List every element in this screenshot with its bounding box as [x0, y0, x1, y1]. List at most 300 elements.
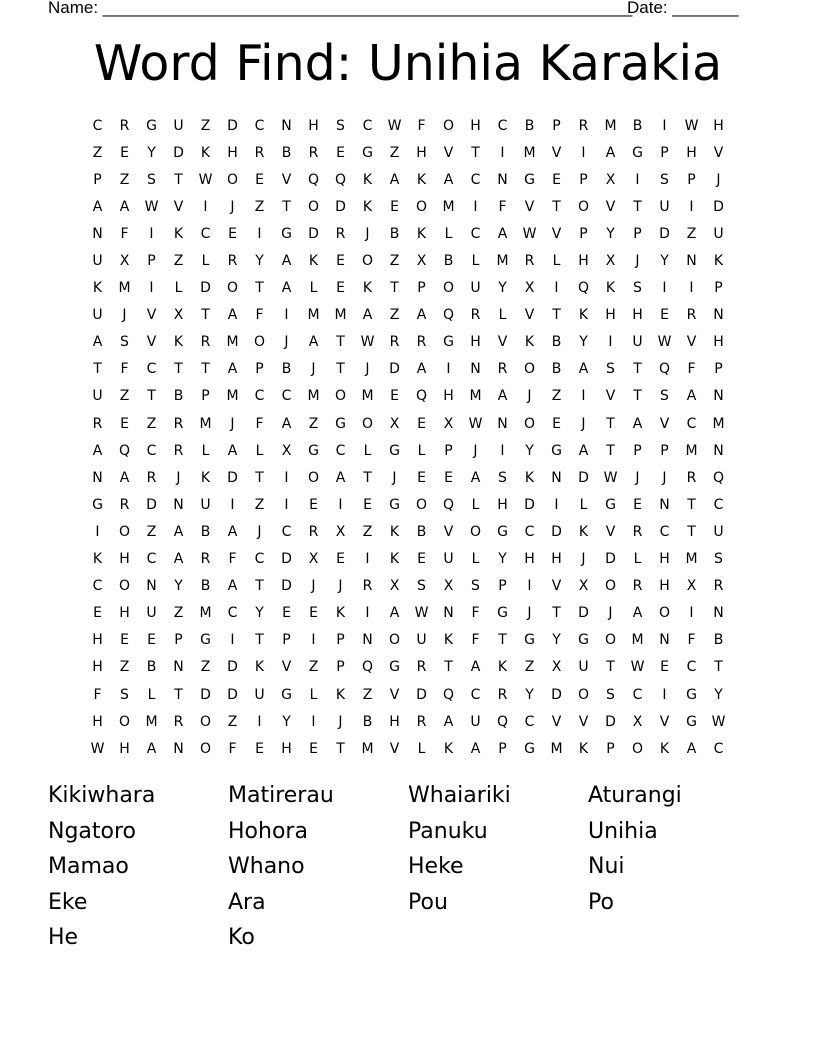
grid-letter: C	[146, 361, 157, 378]
grid-letter: N	[659, 496, 670, 513]
grid-letter: T	[633, 198, 642, 215]
grid-letter: Z	[308, 659, 319, 676]
grid-letter: R	[686, 469, 697, 486]
grid-letter: L	[471, 551, 480, 568]
grid-letter: H	[659, 578, 670, 595]
grid-letter: G	[524, 171, 535, 188]
grid-letter: J	[284, 334, 289, 351]
grid-letter: X	[389, 578, 400, 595]
grid-row	[84, 600, 732, 627]
grid-letter: E	[660, 659, 669, 676]
grid-letter: N	[362, 632, 373, 649]
grid-letter: R	[308, 523, 319, 540]
grid-letter: E	[309, 740, 318, 757]
grid-letter: I	[149, 225, 154, 242]
grid-letter: T	[552, 605, 561, 622]
grid-letter: R	[173, 713, 184, 730]
grid-letter: O	[469, 523, 482, 540]
grid-letter: Y	[525, 442, 534, 459]
grid-letter: M	[604, 117, 617, 134]
grid-letter: T	[606, 415, 615, 432]
grid-letter: L	[633, 551, 642, 568]
grid-letter: I	[284, 307, 289, 324]
grid-letter: T	[255, 469, 264, 486]
grid-letter: O	[415, 496, 428, 513]
grid-letter: A	[416, 307, 427, 324]
grid-letter: L	[579, 496, 588, 513]
word-list-item: Ngatoro	[48, 818, 137, 844]
grid-letter: E	[336, 280, 345, 297]
grid-letter: F	[471, 605, 480, 622]
grid-letter: C	[470, 225, 481, 242]
grid-letter: I	[365, 551, 370, 568]
grid-letter: L	[201, 253, 210, 270]
grid-letter: S	[147, 171, 156, 188]
grid-row	[84, 627, 732, 654]
grid-letter: C	[92, 578, 103, 595]
grid-letter: K	[578, 523, 589, 540]
grid-letter: R	[92, 415, 103, 432]
grid-letter: J	[311, 361, 316, 378]
grid-letter: S	[660, 171, 669, 188]
grid-letter: Z	[92, 144, 103, 161]
grid-letter: J	[338, 578, 343, 595]
grid-letter: H	[578, 253, 589, 270]
grid-letter: T	[471, 144, 480, 161]
grid-letter: R	[632, 578, 643, 595]
word-list-item: Ara	[228, 889, 266, 915]
grid-letter: L	[255, 442, 264, 459]
grid-letter: G	[443, 334, 454, 351]
grid-letter: H	[416, 144, 427, 161]
grid-letter: G	[605, 496, 616, 513]
grid-letter: H	[686, 144, 697, 161]
grid-letter: H	[308, 117, 319, 134]
grid-letter: V	[551, 144, 562, 161]
grid-letter: Z	[362, 686, 373, 703]
grid-letter: V	[686, 334, 697, 351]
grid-letter: R	[389, 334, 400, 351]
grid-letter: X	[524, 280, 535, 297]
grid-letter: M	[442, 198, 455, 215]
grid-letter: B	[389, 225, 400, 242]
grid-letter: D	[659, 225, 670, 242]
grid-letter: G	[200, 632, 211, 649]
grid-letter: E	[417, 551, 426, 568]
grid-letter: I	[95, 523, 100, 540]
grid-letter: D	[200, 280, 211, 297]
grid-letter: X	[443, 578, 454, 595]
grid-letter: T	[552, 198, 561, 215]
grid-letter: N	[470, 361, 481, 378]
grid-letter: T	[714, 659, 723, 676]
grid-letter: M	[550, 740, 563, 757]
grid-letter: T	[633, 388, 642, 405]
grid-letter: N	[713, 605, 724, 622]
grid-letter: P	[687, 171, 696, 188]
grid-letter: W	[414, 605, 429, 622]
grid-letter: X	[551, 659, 562, 676]
grid-letter: D	[227, 686, 238, 703]
grid-letter: H	[713, 117, 724, 134]
grid-letter: A	[146, 740, 157, 757]
grid-letter: O	[523, 361, 536, 378]
grid-letter: A	[632, 605, 643, 622]
grid-letter: L	[471, 496, 480, 513]
grid-letter: J	[581, 551, 586, 568]
grid-letter: M	[469, 388, 482, 405]
grid-letter: Q	[712, 469, 725, 486]
grid-letter: U	[470, 280, 481, 297]
grid-letter: V	[146, 334, 157, 351]
grid-letter: I	[311, 713, 316, 730]
grid-letter: J	[527, 605, 532, 622]
grid-letter: L	[417, 442, 426, 459]
grid-letter: Q	[658, 361, 671, 378]
grid-letter: A	[335, 469, 346, 486]
grid-letter: G	[362, 144, 373, 161]
grid-letter: A	[92, 334, 103, 351]
grid-letter: V	[281, 171, 292, 188]
grid-letter: G	[281, 225, 292, 242]
grid-letter: U	[713, 225, 724, 242]
grid-letter: X	[173, 307, 184, 324]
grid-letter: G	[551, 442, 562, 459]
grid-letter: J	[635, 469, 640, 486]
grid-letter: C	[335, 442, 346, 459]
grid-letter: P	[498, 740, 507, 757]
grid-letter: T	[201, 361, 210, 378]
grid-letter: E	[93, 605, 102, 622]
grid-letter: G	[308, 442, 319, 459]
grid-letter: W	[198, 171, 213, 188]
grid-letter: K	[92, 551, 103, 568]
grid-letter: X	[281, 442, 292, 459]
grid-letter: N	[173, 659, 184, 676]
grid-letter: I	[365, 605, 370, 622]
grid-letter: D	[578, 469, 589, 486]
grid-letter: E	[120, 415, 129, 432]
grid-letter: O	[226, 171, 239, 188]
grid-letter: R	[173, 415, 184, 432]
grid-letter: K	[497, 659, 508, 676]
grid-letter: I	[284, 469, 289, 486]
grid-letter: I	[581, 144, 586, 161]
grid-letter: C	[686, 415, 697, 432]
grid-letter: J	[338, 713, 343, 730]
grid-letter: Y	[255, 253, 264, 270]
grid-letter: D	[335, 198, 346, 215]
grid-letter: F	[93, 686, 102, 703]
word-list-item: Whaiariki	[408, 783, 511, 808]
grid-row	[84, 383, 732, 410]
grid-letter: K	[578, 740, 589, 757]
grid-letter: O	[118, 713, 131, 730]
grid-letter: R	[713, 578, 724, 595]
grid-letter: R	[254, 144, 265, 161]
grid-letter: R	[119, 117, 130, 134]
grid-letter: R	[173, 442, 184, 459]
grid-letter: R	[227, 253, 238, 270]
grid-letter: B	[173, 388, 184, 405]
grid-letter: N	[713, 307, 724, 324]
grid-row	[84, 546, 732, 573]
grid-letter: G	[497, 523, 508, 540]
page-title: Word Find: Unihia Karakia	[93, 35, 723, 92]
grid-letter: F	[687, 632, 696, 649]
grid-letter: Z	[119, 659, 130, 676]
grid-letter: Z	[389, 144, 400, 161]
grid-letter: A	[227, 361, 238, 378]
grid-letter: A	[389, 605, 400, 622]
grid-letter: A	[470, 659, 481, 676]
grid-letter: A	[470, 740, 481, 757]
grid-letter: R	[497, 686, 508, 703]
grid-letter: Z	[227, 713, 238, 730]
grid-letter: V	[443, 144, 454, 161]
grid-letter: B	[551, 361, 562, 378]
grid-letter: N	[551, 469, 562, 486]
grid-row	[84, 329, 732, 356]
grid-letter: A	[362, 307, 373, 324]
grid-letter: G	[281, 686, 292, 703]
grid-letter: I	[203, 198, 208, 215]
grid-letter: M	[685, 551, 698, 568]
date-field-line: Date: _______	[627, 0, 739, 17]
grid-letter: T	[336, 334, 345, 351]
grid-letter: C	[659, 523, 670, 540]
grid-letter: K	[173, 225, 184, 242]
grid-letter: I	[635, 171, 640, 188]
grid-row	[84, 491, 732, 518]
grid-letter: R	[686, 307, 697, 324]
grid-letter: K	[173, 334, 184, 351]
grid-letter: J	[230, 198, 235, 215]
grid-letter: F	[255, 415, 264, 432]
grid-letter: L	[552, 253, 561, 270]
grid-letter: T	[201, 307, 210, 324]
grid-letter: U	[416, 632, 427, 649]
grid-letter: B	[146, 659, 157, 676]
grid-letter: P	[147, 253, 156, 270]
grid-letter: Q	[334, 171, 347, 188]
grid-letter: K	[389, 523, 400, 540]
grid-letter: H	[92, 659, 103, 676]
grid-letter: K	[416, 171, 427, 188]
grid-row	[84, 166, 732, 193]
grid-letter: I	[338, 496, 343, 513]
grid-letter: C	[227, 605, 238, 622]
grid-letter: L	[309, 686, 318, 703]
grid-letter: Z	[686, 225, 697, 242]
grid-letter: R	[416, 713, 427, 730]
grid-letter: S	[498, 469, 507, 486]
grid-letter: V	[281, 659, 292, 676]
grid-letter: J	[662, 469, 667, 486]
grid-letter: R	[146, 469, 157, 486]
grid-letter: A	[605, 144, 616, 161]
grid-letter: O	[658, 605, 671, 622]
grid-letter: M	[307, 388, 320, 405]
grid-letter: A	[227, 578, 238, 595]
grid-letter: A	[119, 469, 130, 486]
grid-letter: E	[282, 605, 291, 622]
grid-letter: C	[686, 659, 697, 676]
grid-letter: B	[416, 523, 427, 540]
grid-letter: P	[282, 632, 291, 649]
grid-letter: M	[496, 253, 509, 270]
grid-letter: U	[92, 388, 103, 405]
grid-row	[84, 275, 732, 302]
grid-letter: C	[254, 117, 265, 134]
word-list-item: He	[48, 925, 79, 951]
grid-letter: P	[552, 117, 561, 134]
grid-letter: D	[551, 523, 562, 540]
grid-letter: Z	[308, 415, 319, 432]
grid-letter: K	[335, 686, 346, 703]
grid-letter: C	[713, 496, 724, 513]
grid-letter: H	[497, 496, 508, 513]
grid-letter: R	[119, 496, 130, 513]
grid-letter: B	[200, 578, 211, 595]
grid-letter: I	[689, 280, 694, 297]
grid-letter: A	[227, 442, 238, 459]
grid-letter: I	[500, 144, 505, 161]
grid-letter: F	[687, 361, 696, 378]
grid-letter: W	[657, 334, 672, 351]
grid-letter: M	[226, 388, 239, 405]
grid-letter: B	[713, 632, 724, 649]
grid-letter: Y	[147, 144, 156, 161]
grid-letter: B	[524, 117, 535, 134]
grid-letter: V	[524, 198, 535, 215]
grid-letter: H	[227, 144, 238, 161]
grid-letter: E	[390, 388, 399, 405]
grid-letter: X	[632, 713, 643, 730]
grid-letter: J	[257, 523, 262, 540]
grid-letter: A	[92, 442, 103, 459]
grid-letter: K	[524, 334, 535, 351]
grid-letter: C	[281, 388, 292, 405]
grid-letter: H	[524, 551, 535, 568]
grid-letter: Z	[200, 659, 211, 676]
grid-letter: I	[257, 225, 262, 242]
grid-letter: W	[522, 225, 537, 242]
grid-letter: S	[336, 117, 345, 134]
grid-letter: R	[578, 117, 589, 134]
grid-letter: O	[307, 198, 320, 215]
grid-letter: D	[416, 686, 427, 703]
grid-letter: F	[228, 551, 237, 568]
grid-letter: M	[712, 415, 725, 432]
grid-letter: E	[120, 144, 129, 161]
grid-letter: O	[442, 117, 455, 134]
grid-letter: H	[119, 605, 130, 622]
grid-letter: D	[389, 361, 400, 378]
grid-letter: Y	[498, 280, 507, 297]
grid-letter: Q	[307, 171, 320, 188]
grid-row	[84, 220, 732, 247]
word-list-item: Panuku	[408, 818, 488, 844]
grid-letter: A	[173, 551, 184, 568]
grid-letter: K	[524, 469, 535, 486]
grid-letter: K	[200, 144, 211, 161]
grid-letter: C	[281, 523, 292, 540]
grid-letter: U	[713, 523, 724, 540]
grid-letter: H	[119, 551, 130, 568]
grid-letter: H	[443, 388, 454, 405]
grid-letter: T	[174, 171, 183, 188]
grid-letter: T	[282, 198, 291, 215]
grid-letter: M	[685, 442, 698, 459]
grid-letter: S	[714, 551, 723, 568]
grid-row	[84, 139, 732, 166]
grid-letter: N	[173, 496, 184, 513]
grid-letter: X	[443, 415, 454, 432]
grid-letter: R	[416, 334, 427, 351]
grid-letter: O	[118, 523, 131, 540]
grid-letter: V	[524, 307, 535, 324]
grid-letter: A	[308, 334, 319, 351]
grid-letter: A	[227, 523, 238, 540]
grid-letter: O	[307, 469, 320, 486]
grid-letter: V	[551, 225, 562, 242]
grid-letter: D	[524, 496, 535, 513]
grid-letter: G	[632, 144, 643, 161]
grid-letter: J	[527, 388, 532, 405]
grid-letter: K	[578, 307, 589, 324]
grid-letter: C	[254, 551, 265, 568]
grid-letter: O	[226, 280, 239, 297]
grid-letter: D	[200, 686, 211, 703]
word-list-item: Ko	[228, 925, 255, 951]
grid-letter: E	[633, 496, 642, 513]
grid-letter: F	[471, 632, 480, 649]
grid-letter: N	[713, 388, 724, 405]
grid-letter: C	[632, 686, 643, 703]
grid-letter: L	[147, 686, 156, 703]
grid-letter: L	[309, 280, 318, 297]
grid-letter: K	[605, 280, 616, 297]
grid-letter: L	[471, 253, 480, 270]
grid-letter: E	[336, 253, 345, 270]
grid-letter: S	[471, 578, 480, 595]
grid-letter: B	[632, 117, 643, 134]
grid-letter: Z	[146, 523, 157, 540]
grid-row	[84, 193, 732, 220]
grid-letter: O	[523, 415, 536, 432]
grid-letter: S	[606, 361, 615, 378]
grid-letter: T	[255, 578, 264, 595]
grid-letter: Q	[496, 713, 509, 730]
grid-letter: I	[446, 361, 451, 378]
grid-letter: Z	[119, 388, 130, 405]
grid-letter: M	[361, 388, 374, 405]
grid-letter: Q	[442, 686, 455, 703]
grid-letter: N	[146, 578, 157, 595]
grid-letter: E	[147, 632, 156, 649]
grid-letter: A	[497, 225, 508, 242]
grid-letter: R	[308, 144, 319, 161]
grid-letter: A	[119, 198, 130, 215]
grid-letter: U	[146, 605, 157, 622]
grid-letter: P	[201, 388, 210, 405]
grid-letter: Y	[174, 578, 183, 595]
grid-letter: N	[497, 415, 508, 432]
grid-letter: C	[146, 442, 157, 459]
grid-letter: E	[255, 740, 264, 757]
grid-letter: P	[660, 144, 669, 161]
